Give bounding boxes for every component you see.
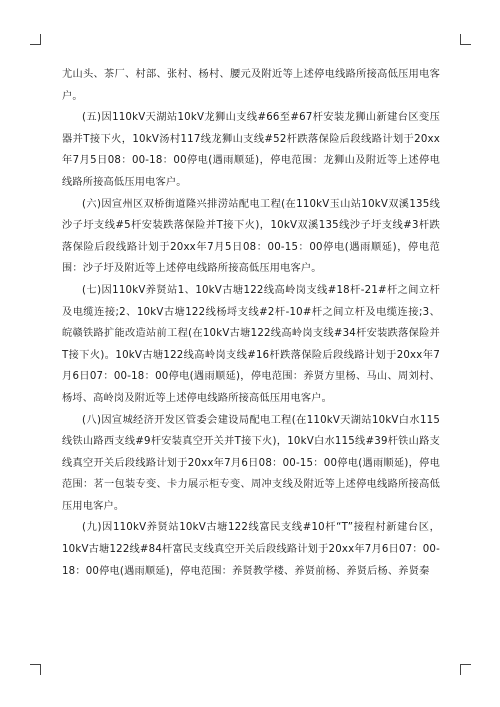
paragraph-item-5: (五)因110kV天湖站10kV龙狮山支线#66至#67杆安装龙狮山新建台区变压器并T接下火，10kV汤村117线龙狮山支线#52杆跌落保险后段线路计划于20xx年7月5日08：00-18：00停电(遇雨顺延)，停电范围：龙狮山及附近等上述停电线路所接高低压用电客户。 [62,112,440,188]
crop-mark-bottom-right [460,664,471,675]
paragraph-item-9: (九)因110kV养贤站10kV古塘122线富民支线#10杆“T”接程村新建台区，10kV古塘122线#84杆富民支线真空开关后段线路计划于20xx年7月6日07：00-18：00停电(遇雨顺延)，停电范围：养贤教学楼、养贤前杨、养贤后杨、养贤秦 [62,522,440,577]
crop-mark-top-left [30,34,41,45]
document-body [62,64,440,582]
crop-mark-bottom-left [30,664,41,675]
paragraph-continuation: 尤山头、茶厂、村部、张村、杨村、腰元及附近等上述停电线路所接高低压用电客户。 [62,69,440,102]
crop-mark-top-right [460,34,471,45]
paragraph-item-8: (八)因宣城经济开发区管委会建设局配电工程(在110kV天湖站10kV白水115线铁山路西支线#9杆安装真空开关并T接下火)，10kV白水115线#39杆铁山路支线真空开关后段线路计划于20xx年7月6日08：00-15：00停电(遇雨顺延)，停电范围：茗一包装专变、卡力展示柜专变、周冲支线及附近等上述停电线路所接高低压用电客户。 [62,414,440,512]
paragraph-item-6: (六)因宣州区双桥街道隆兴排涝站配电工程(在110kV玉山站10kV双溪135线沙子圩支线#5杆安装跌落保险并T接下火)，10kV双溪135线沙子圩支线#3杆跌落保险后段线路计划于20xx年7月5日08：00-15：00停电(遇雨顺延)，停电范围：沙子圩及附近等上述停电线路所接高低压用电客户。 [62,198,440,275]
paragraph-item-7: (七)因110kV养贤站1、10kV古塘122线高岭岗支线#18杆-21#杆之间立杆及电缆连接;2、10kV古塘122线杨埒支线#2杆-10#杆之间立杆及电缆连接;3、皖赣铁路扩能改造站前工程(在10kV古塘122线高岭岗支线#34杆安装跌落保险并T接下火)。10kV古塘122线高岭岗支线#16杆跌落保险后段线路计划于20xx年7月6日07：00-18：00停电(遇雨顺延)，停电范围：养贤方里杨、马山、周刘村、杨埒、高岭岗及附近等上述停电线路所接高低压用电客户。 [62,284,440,404]
